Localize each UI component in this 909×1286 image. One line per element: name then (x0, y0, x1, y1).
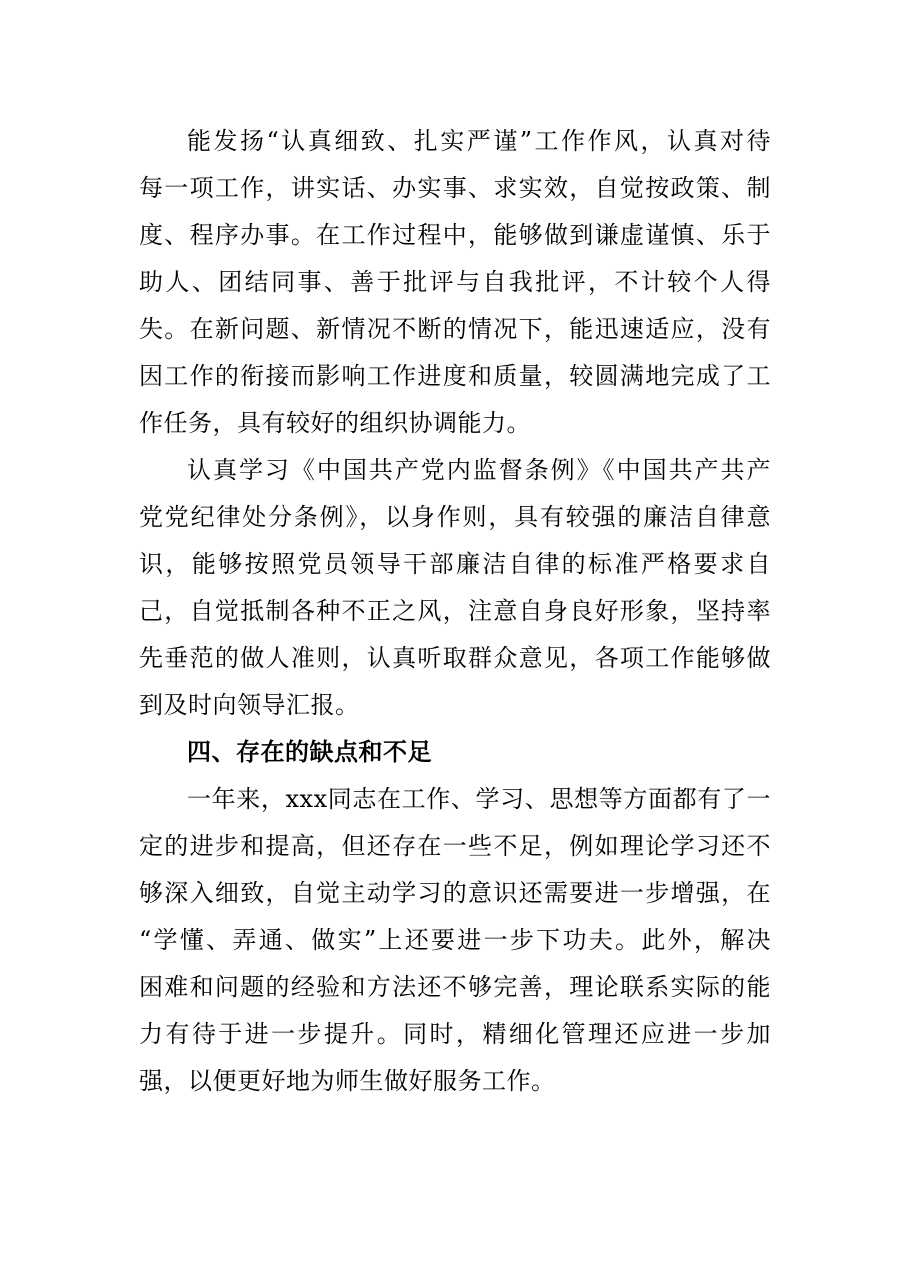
paragraph-line: 一年来，xxx同志在工作、学习、思想等方面都有了一 (187, 785, 771, 813)
paragraph-integrity (139, 447, 771, 729)
paragraph-line: 定的进步和提高，但还存在一些不足，例如理论学习还不 (139, 832, 771, 860)
paragraph-line: 到及时向领导汇报。 (139, 691, 360, 719)
paragraph-line: 己，自觉抵制各种不正之风，注意自身良好形象，坚持率 (139, 597, 771, 625)
paragraph-line: 度、程序办事。在工作过程中，能够做到谦虚谨慎、乐于 (139, 221, 771, 249)
paragraph-line: 助人、团结同事、善于批评与自我批评，不计较个人得 (139, 268, 771, 296)
paragraph-line: 先垂范的做人准则，认真听取群众意见，各项工作能够做 (139, 644, 771, 672)
paragraph-line: 强，以便更好地为师生做好服务工作。 (139, 1067, 556, 1095)
paragraph-line: 失。在新问题、新情况不断的情况下，能迅速适应，没有 (139, 315, 771, 343)
paragraph-line: 力有待于进一步提升。同时，精细化管理还应进一步加 (139, 1020, 771, 1048)
paragraph-line: 每一项工作，讲实话、办实事、求实效，自觉按政策、制 (139, 174, 771, 202)
paragraph-line: 能发扬“认真细致、扎实严谨”工作作风，认真对待 (187, 127, 771, 155)
paragraph-line: 认真学习《中国共产党内监督条例》《中国共产共产 (187, 456, 771, 484)
paragraph-line: 因工作的衔接而影响工作进度和质量，较圆满地完成了工 (139, 362, 771, 390)
section-heading-text: 四、存在的缺点和不足 (187, 738, 432, 766)
paragraph-shortcomings (139, 776, 771, 1105)
paragraph-work-style (139, 118, 771, 447)
paragraph-line: 识，能够按照党员领导干部廉洁自律的标准严格要求自 (139, 550, 771, 578)
paragraph-line: 党党纪律处分条例》，以身作则，具有较强的廉洁自律意 (139, 503, 771, 531)
paragraph-line: 困难和问题的经验和方法还不够完善，理论联系实际的能 (139, 973, 771, 1001)
document-page (139, 118, 771, 1105)
paragraph-line: 作任务，具有较好的组织协调能力。 (139, 409, 531, 437)
paragraph-line: “学懂、弄通、做实”上还要进一步下功夫。此外，解决 (139, 926, 771, 954)
paragraph-line: 够深入细致，自觉主动学习的意识还需要进一步增强，在 (139, 879, 771, 907)
section-heading (139, 729, 771, 776)
